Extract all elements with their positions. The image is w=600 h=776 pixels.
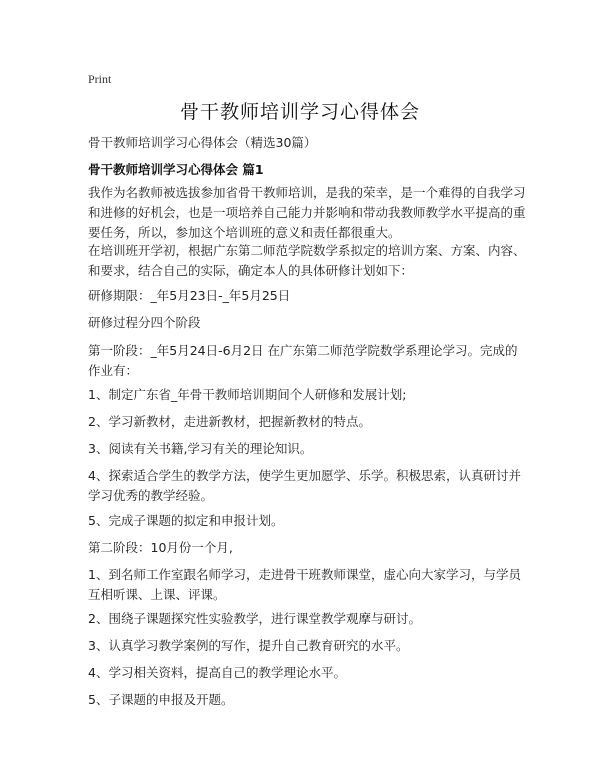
paragraph: 第一阶段：_年5月24日-6月2日 在广东第二师范学院数学系理论学习。完成的作业有： xyxy=(88,343,518,378)
paragraph: 3、阅读有关书籍,学习有关的理论知识。 xyxy=(88,441,313,456)
paragraph: 3、认真学习教学案例的写作，提升自己教育研究的水平。 xyxy=(88,638,409,653)
document-subtitle: 骨干教师培训学习心得体会（精选30篇） xyxy=(88,135,317,150)
paragraph: 5、子课题的申报及开题。 xyxy=(88,692,234,707)
paragraph: 我作为名教师被选拔参加省骨干教师培训，是我的荣幸，是一个难得的自我学习和进修的好机会，也是一项培养自己能力并影响和带动我教师教学水平提高的重要任务，所以，参加这个培训班的意义和责任都很重大。 xyxy=(88,185,526,240)
page-title: 骨干教师培训学习心得体会 xyxy=(179,101,420,123)
paragraph: 2、围绕子课题探究性实验教学，进行课堂教学观摩与研讨。 xyxy=(88,611,421,626)
paragraph: 1、到名师工作室跟名师学习，走进骨干班教师课堂，虚心向大家学习，与学员互相听课、上课、评课。 xyxy=(88,567,521,602)
print-label: Print xyxy=(88,72,112,86)
paragraph: 第二阶段：10月份一个月, xyxy=(88,540,233,555)
paragraph: 4、探索适合学生的教学方法，使学生更加愿学、乐学。积极思索，认真研讨并学习优秀的教学经验。 xyxy=(88,468,521,503)
paragraph: 4、学习相关资料，提高自己的教学理论水平。 xyxy=(88,665,346,680)
paragraph: 研修期限：_年5月23日-_年5月25日 xyxy=(88,288,291,303)
paragraph: 研修过程分四个阶段 xyxy=(88,315,201,330)
paragraph: 1、制定广东省_年骨干教师培训期间个人研修和发展计划; xyxy=(88,387,407,402)
section-heading: 骨干教师培训学习心得体会 篇1 xyxy=(88,162,264,177)
paragraph: 在培训班开学初，根据广东第二师范学院数学系拟定的培训方案、方案、内容、和要求，结合自己的实际，确定本人的具体研修计划如下： xyxy=(88,243,526,278)
paragraph: 5、完成子课题的拟定和申报计划。 xyxy=(88,513,284,528)
paragraph: 2、学习新教材，走进新教材，把握新教材的特点。 xyxy=(88,414,371,429)
